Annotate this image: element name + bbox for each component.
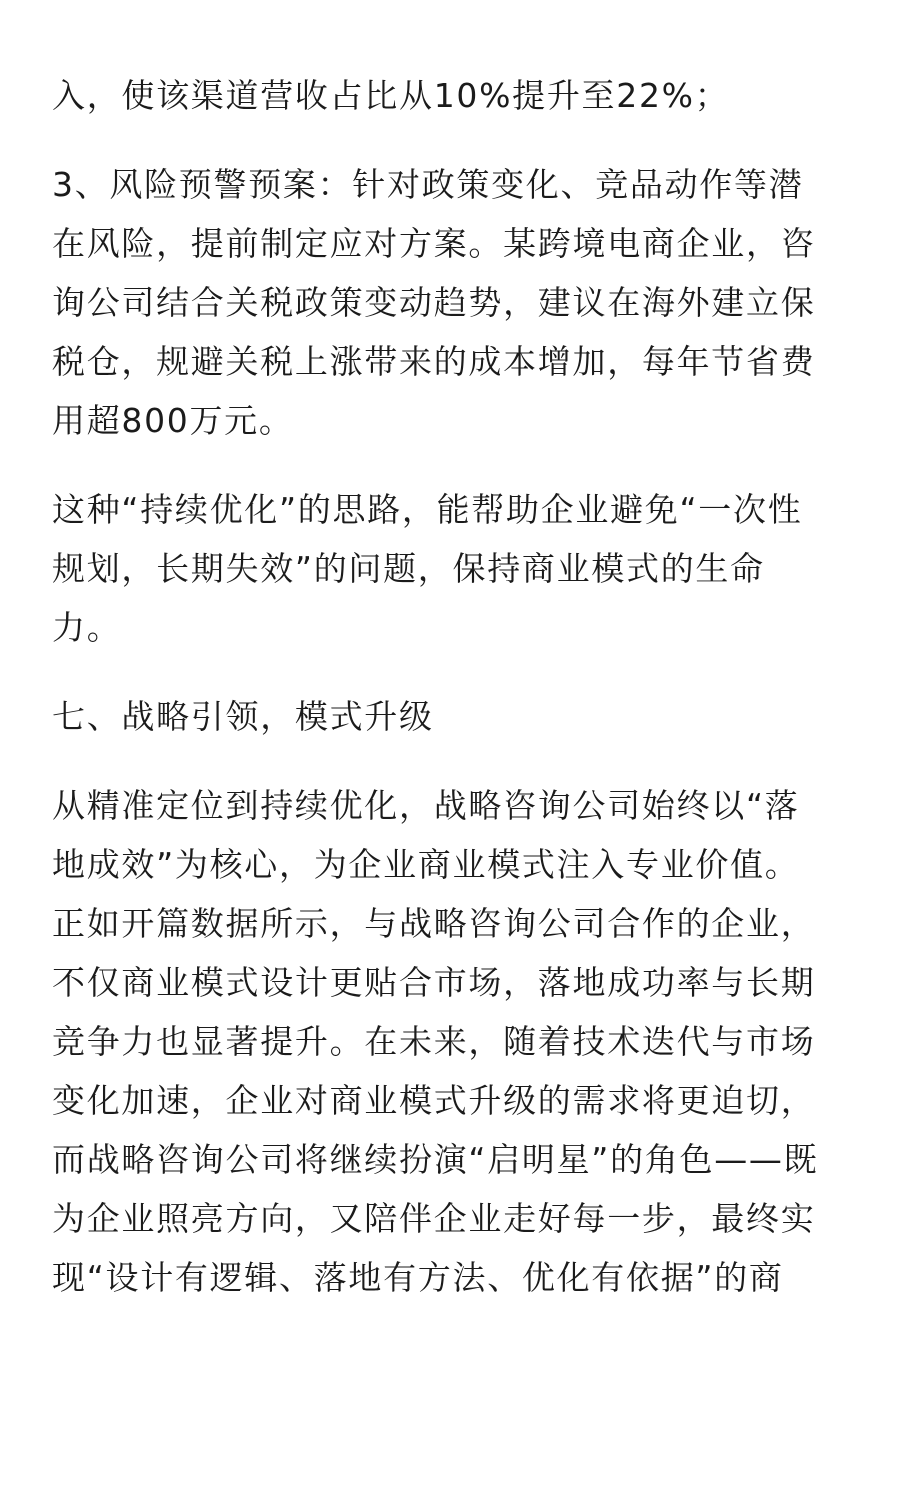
paragraph-risk-warning bbox=[52, 155, 850, 450]
text-line: 询公司结合关税政策变动趋势，建议在海外建立保 bbox=[52, 283, 816, 322]
text-line: 地成效”为核心，为企业商业模式注入专业价值。 bbox=[52, 845, 800, 884]
text-line: 规划，长期失效”的问题，保持商业模式的生命 bbox=[52, 549, 765, 588]
text-line: 正如开篇数据所示，与战略咨询公司合作的企业， bbox=[52, 904, 816, 943]
paragraph-continuous-optimization bbox=[52, 480, 850, 657]
section-heading: 七、战略引领，模式升级 bbox=[52, 697, 434, 736]
text-line: 力。 bbox=[52, 608, 122, 647]
text-line: 在风险，提前制定应对方案。某跨境电商企业，咨 bbox=[52, 224, 816, 263]
text-line: 用超800万元。 bbox=[52, 401, 294, 440]
text-line: 税仓，规避关税上涨带来的成本增加，每年节省费 bbox=[52, 342, 816, 381]
text-line: 为企业照亮方向，又陪伴企业走好每一步，最终实 bbox=[52, 1199, 816, 1238]
text-line: 入，使该渠道营收占比从10%提升至22%； bbox=[52, 76, 730, 115]
text-line: 竞争力也显著提升。在未来，随着技术迭代与市场 bbox=[52, 1022, 816, 1061]
text-line: 从精准定位到持续优化，战略咨询公司始终以“落 bbox=[52, 786, 800, 825]
text-line: 3、风险预警预案：针对政策变化、竞品动作等潜 bbox=[52, 165, 804, 204]
paragraph-conclusion bbox=[52, 776, 850, 1307]
text-line: 不仅商业模式设计更贴合市场，落地成功率与长期 bbox=[52, 963, 816, 1002]
paragraph-channel-revenue bbox=[52, 66, 850, 125]
text-line: 这种“持续优化”的思路，能帮助企业避免“一次性 bbox=[52, 490, 803, 529]
text-line: 变化加速，企业对商业模式升级的需求将更迫切， bbox=[52, 1081, 816, 1120]
text-line: 而战略咨询公司将继续扮演“启明星”的角色——既 bbox=[52, 1140, 819, 1179]
text-line: 现“设计有逻辑、落地有方法、优化有依据”的商 bbox=[52, 1258, 784, 1297]
